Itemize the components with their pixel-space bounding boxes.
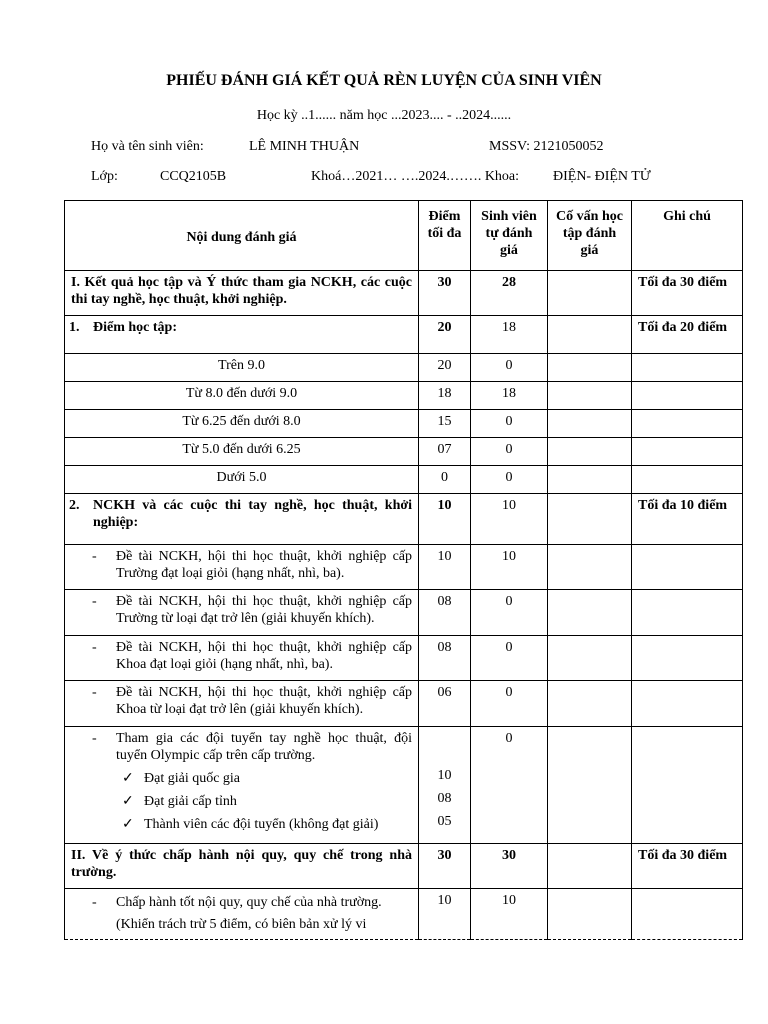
section-1-self: 28	[471, 271, 548, 316]
grade-note	[632, 354, 743, 382]
section-2-note: Tối đa 30 điểm	[632, 844, 743, 889]
section-2-advisor	[548, 844, 632, 889]
rules-line-2: (Khiển trách trừ 5 điểm, có biên bản xử lý vi	[116, 917, 367, 932]
table-row	[65, 410, 743, 438]
rules-note	[632, 889, 743, 940]
grade-note	[632, 466, 743, 494]
olympic-advisor	[548, 727, 632, 844]
research-max: 10	[419, 545, 471, 590]
research-max: 06	[419, 681, 471, 727]
olympic-row	[65, 727, 743, 844]
table-row	[65, 466, 743, 494]
grade-note	[632, 382, 743, 410]
table-row	[65, 438, 743, 466]
section-1-advisor	[548, 271, 632, 316]
evaluation-table	[64, 200, 743, 940]
subsection-1-self: 18	[471, 316, 548, 354]
rules-item: - Chấp hành tốt nội quy, quy chế của nhà trường. (Khiển trách trừ 5 điểm, có biên bản xử lý vi	[65, 889, 419, 940]
header-max-score: Điểm tối đa	[419, 201, 471, 271]
olympic-option: ✓ Đạt giải cấp tỉnh	[122, 794, 237, 809]
grade-max: 0	[419, 466, 471, 494]
grade-advisor	[548, 438, 632, 466]
header-self-score: Sinh viên tự đánh giá	[471, 201, 548, 271]
olympic-text: Tham gia các đội tuyển tay nghề học thuật, đội tuyển Olympic cấp trên cấp trường.	[116, 731, 412, 763]
research-advisor	[548, 636, 632, 681]
research-advisor	[548, 681, 632, 727]
table-row	[65, 681, 743, 727]
subsection-1-title: 1. Điểm học tập:	[65, 316, 419, 354]
olympic-item: - Tham gia các đội tuyển tay nghề học thuật, đội tuyển Olympic cấp trên cấp trường. ✓ Đạt giải quốc gia ✓ Đạt giải cấp tỉnh ✓ Thành viên các đội tuyển (không đạt giải)	[65, 727, 419, 844]
subsection-2-self: 10	[471, 494, 548, 545]
research-note	[632, 545, 743, 590]
grade-max: 15	[419, 410, 471, 438]
checkmark-icon: ✓	[122, 817, 134, 832]
olympic-self: 0	[471, 727, 548, 844]
research-item: - Đề tài NCKH, hội thi học thuật, khởi nghiệp cấp Khoa đạt loại giỏi (hạng nhất, nhì, ba).	[65, 636, 419, 681]
section-2-row	[65, 844, 743, 889]
section-1-note: Tối đa 30 điểm	[632, 271, 743, 316]
grade-self: 0	[471, 438, 548, 466]
semester-line: Học kỳ ..1...... năm học ...2023.... - ..2024......	[256, 108, 512, 123]
header-note: Ghi chú	[632, 201, 743, 271]
olympic-note	[632, 727, 743, 844]
rules-self: 10	[471, 889, 548, 940]
grade-advisor	[548, 382, 632, 410]
class-label: Lớp:	[91, 169, 118, 184]
section-1-title: I. Kết quả học tập và Ý thức tham gia NCKH, các cuộc thi tay nghề, học thuật, khởi nghiệp.	[65, 271, 419, 316]
grade-max: 18	[419, 382, 471, 410]
subsection-2-max: 10	[419, 494, 471, 545]
table-row	[65, 636, 743, 681]
section-2-title: II. Về ý thức chấp hành nội quy, quy chế trong nhà trường.	[65, 844, 419, 889]
table-row	[65, 354, 743, 382]
olympic-option: ✓ Đạt giải quốc gia	[122, 771, 241, 786]
olympic-max-value: 10	[437, 768, 452, 783]
class-value: CCQ2105B	[160, 169, 227, 184]
olympic-max	[419, 727, 471, 844]
grade-self: 0	[471, 354, 548, 382]
grade-label: Từ 8.0 đến dưới 9.0	[65, 382, 419, 410]
grade-note	[632, 438, 743, 466]
research-item: - Đề tài NCKH, hội thi học thuật, khởi nghiệp cấp Trường từ loại đạt trở lên (giải khuyến khích).	[65, 590, 419, 636]
section-2-self: 30	[471, 844, 548, 889]
grade-self: 0	[471, 410, 548, 438]
subsection-1-row	[65, 316, 743, 354]
grade-advisor	[548, 410, 632, 438]
section-1-max: 30	[419, 271, 471, 316]
subsection-2-advisor	[548, 494, 632, 545]
research-self: 0	[471, 590, 548, 636]
research-max: 08	[419, 636, 471, 681]
grade-max: 20	[419, 354, 471, 382]
table-header-row	[65, 201, 743, 271]
olympic-max-value: 05	[437, 814, 452, 829]
grade-label: Từ 5.0 đến dưới 6.25	[65, 438, 419, 466]
grade-self: 18	[471, 382, 548, 410]
subsection-2-row	[65, 494, 743, 545]
research-item: - Đề tài NCKH, hội thi học thuật, khởi nghiệp cấp Trường đạt loại giỏi (hạng nhất, nhì, ba).	[65, 545, 419, 590]
rules-line-1: Chấp hành tốt nội quy, quy chế của nhà trường.	[116, 895, 382, 910]
grade-max: 07	[419, 438, 471, 466]
subsection-2-title: 2. NCKH và các cuộc thi tay nghề, học thuật, khởi nghiệp:	[65, 494, 419, 545]
rules-advisor	[548, 889, 632, 940]
research-advisor	[548, 545, 632, 590]
subsection-1-note: Tối đa 20 điểm	[632, 316, 743, 354]
checkmark-icon: ✓	[122, 794, 134, 809]
research-self: 10	[471, 545, 548, 590]
header-advisor-score: Cố vấn học tập đánh giá	[548, 201, 632, 271]
olympic-option: ✓ Thành viên các đội tuyển (không đạt giải)	[122, 817, 379, 832]
table-row	[65, 590, 743, 636]
rules-max: 10	[419, 889, 471, 940]
research-note	[632, 590, 743, 636]
research-item: - Đề tài NCKH, hội thi học thuật, khởi nghiệp cấp Khoa từ loại đạt trở lên (giải khuyến khích).	[65, 681, 419, 727]
student-id: MSSV: 2121050052	[489, 139, 604, 154]
student-name-label: Họ và tên sinh viên:	[91, 139, 204, 154]
research-note	[632, 636, 743, 681]
form-title: PHIẾU ĐÁNH GIÁ KẾT QUẢ RÈN LUYỆN CỦA SINH VIÊN	[166, 72, 602, 89]
olympic-max-value: 08	[437, 791, 452, 806]
student-name: LÊ MINH THUẬN	[249, 139, 360, 154]
research-self: 0	[471, 636, 548, 681]
faculty-value: ĐIỆN- ĐIỆN TỬ	[553, 169, 651, 184]
subsection-1-max: 20	[419, 316, 471, 354]
grade-label: Trên 9.0	[65, 354, 419, 382]
section-2-max: 30	[419, 844, 471, 889]
research-max: 08	[419, 590, 471, 636]
grade-advisor	[548, 354, 632, 382]
header-content: Nội dung đánh giá	[65, 201, 419, 271]
subsection-1-advisor	[548, 316, 632, 354]
grade-self: 0	[471, 466, 548, 494]
grade-note	[632, 410, 743, 438]
research-advisor	[548, 590, 632, 636]
course-faculty-line: Khoá…2021… ….2024.……. Khoa:	[311, 169, 520, 184]
grade-label: Từ 6.25 đến dưới 8.0	[65, 410, 419, 438]
research-self: 0	[471, 681, 548, 727]
grade-label: Dưới 5.0	[65, 466, 419, 494]
rules-row	[65, 889, 743, 940]
table-row	[65, 545, 743, 590]
checkmark-icon: ✓	[122, 771, 134, 786]
research-note	[632, 681, 743, 727]
table-row	[65, 382, 743, 410]
section-1-row	[65, 271, 743, 316]
subsection-2-note: Tối đa 10 điểm	[632, 494, 743, 545]
grade-advisor	[548, 466, 632, 494]
